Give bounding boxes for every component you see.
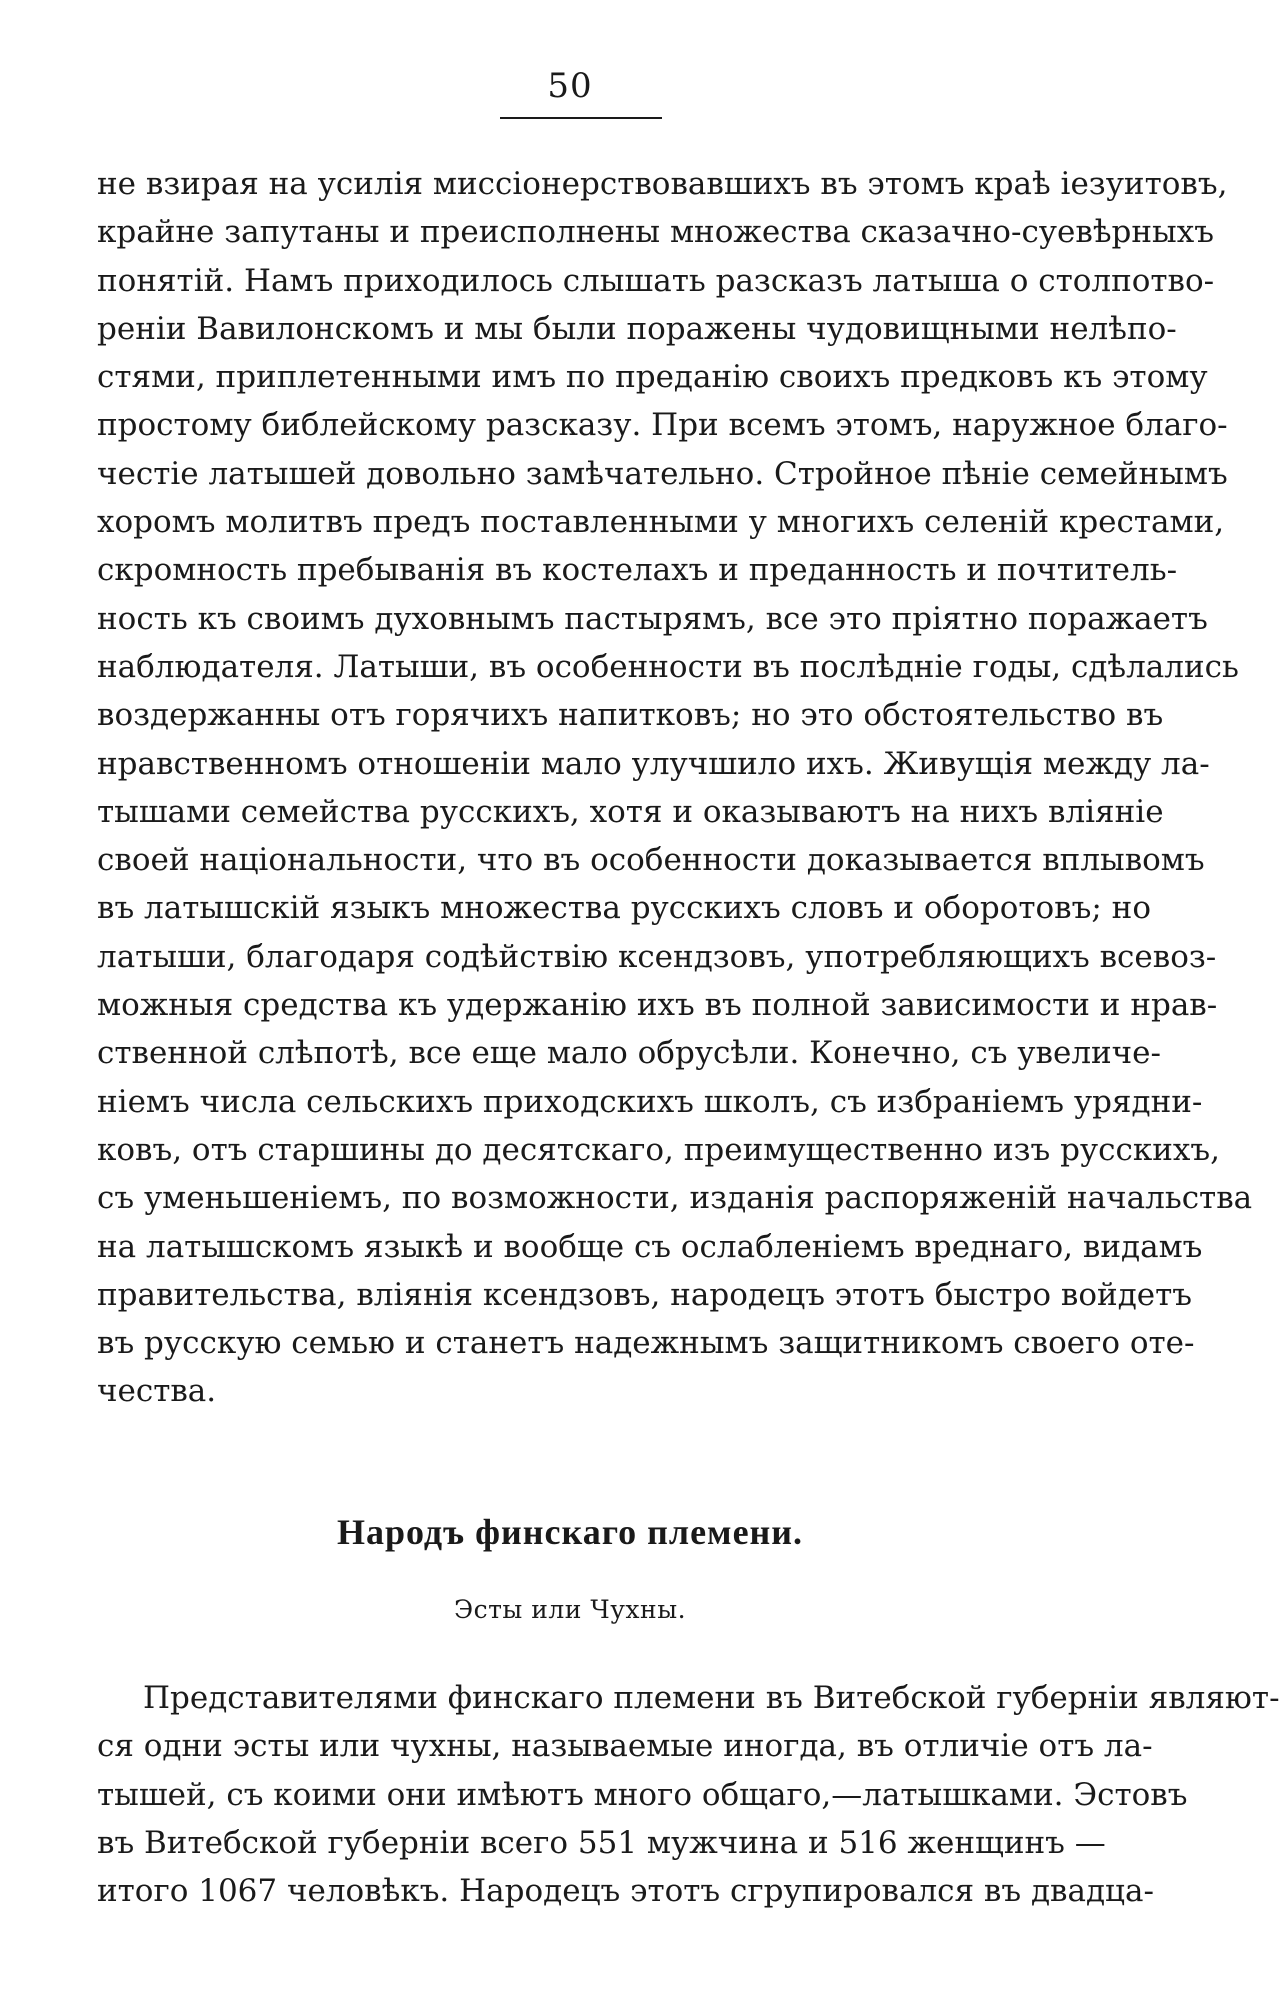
text-line: въ Витебской губерніи всего 551 мужчина и 516 женщинъ —	[97, 1824, 1106, 1861]
text-line: тышами семейства русскихъ, хотя и оказываютъ на нихъ вліяніе	[97, 793, 1164, 830]
text-line: итого 1067 человѣкъ. Народецъ этотъ сгрупировался въ двадца-	[97, 1873, 1154, 1910]
paragraph-estonians	[97, 1674, 1280, 1915]
text-line: въ русскую семью и станетъ надежнымъ защитникомъ своего оте-	[97, 1325, 1195, 1362]
text-line: честіе латышей довольно замѣчательно. Стройное пѣніе семейнымъ	[97, 455, 1228, 492]
text-line: простому библейскому разсказу. При всемъ этомъ, наружное благо-	[97, 407, 1228, 444]
text-line: нравственномъ отношеніи мало улучшило ихъ. Живущія между ла-	[97, 745, 1210, 782]
text-line: ся одни эсты или чухны, называемые иногда, въ отличіе отъ ла-	[97, 1728, 1153, 1765]
text-line: наблюдателя. Латыши, въ особенности въ послѣдніе годы, сдѣлались	[97, 648, 1239, 685]
text-line: ковъ, отъ старшины до десятскаго, преимущественно изъ русскихъ,	[97, 1131, 1220, 1168]
page-number-rule	[500, 117, 662, 119]
text-line: стями, приплетенными имъ по преданію своихъ предковъ къ этому	[97, 359, 1208, 396]
text-line: ніемъ числа сельскихъ приходскихъ школъ, съ избраніемъ урядни-	[97, 1083, 1203, 1120]
text-line: не взирая на усилія миссіонерствовавшихъ въ этомъ краѣ іезуитовъ,	[97, 166, 1228, 202]
text-line: латыши, благодаря содѣйствію ксендзовъ, употребляющихъ всевоз-	[97, 938, 1217, 975]
text-line: крайне запутаны и преисполнены множества сказачно-суевѣрныхъ	[97, 214, 1214, 251]
text-line: ность къ своимъ духовнымъ пастырямъ, все это пріятно поражаетъ	[97, 600, 1208, 637]
text-line: скромность пребыванія въ костелахъ и преданность и почтитель-	[97, 552, 1178, 589]
text-line: тышей, съ коими они имѣютъ много общаго,—латышками. Эстовъ	[97, 1776, 1188, 1813]
text-line: ственной слѣпотѣ, все еще мало обрусѣли. Конечно, съ увеличе-	[97, 1035, 1161, 1072]
text-line: правительства, вліянія ксендзовъ, народецъ этотъ быстро войдетъ	[97, 1276, 1193, 1313]
text-line: воздержанны отъ горячихъ напитковъ; но это обстоятельство въ	[97, 697, 1164, 734]
text-line: можныя средства къ удержанію ихъ въ полной зависимости и нрав-	[97, 987, 1218, 1024]
section-heading: Народъ финскаго племени.	[336, 1512, 804, 1552]
text-line: чества.	[97, 1373, 217, 1410]
section-subheading: Эсты или Чухны.	[453, 1595, 687, 1624]
text-line: въ латышскій языкъ множества русскихъ словъ и оборотовъ; но	[97, 890, 1151, 927]
text-line: понятій. Намъ приходилось слышать разсказъ латыша о столпотво-	[97, 262, 1215, 299]
text-line: реніи Вавилонскомъ и мы были поражены чудовищными нелѣпо-	[97, 310, 1177, 347]
paragraph-latvians	[97, 160, 1253, 1416]
text-line: хоромъ молитвъ предъ поставленными у многихъ селеній крестами,	[97, 504, 1225, 541]
text-line: на латышскомъ языкѣ и вообще съ ослабленіемъ вреднаго, видамъ	[97, 1228, 1203, 1265]
text-line: своей національности, что въ особенности доказывается вплывомъ	[97, 842, 1205, 879]
text-line: Представителями финскаго племени въ Витебской губерніи являют-	[143, 1680, 1280, 1716]
page-number: 50	[547, 66, 593, 106]
text-line: съ уменьшеніемъ, по возможности, изданія распоряженій начальства	[97, 1180, 1253, 1217]
